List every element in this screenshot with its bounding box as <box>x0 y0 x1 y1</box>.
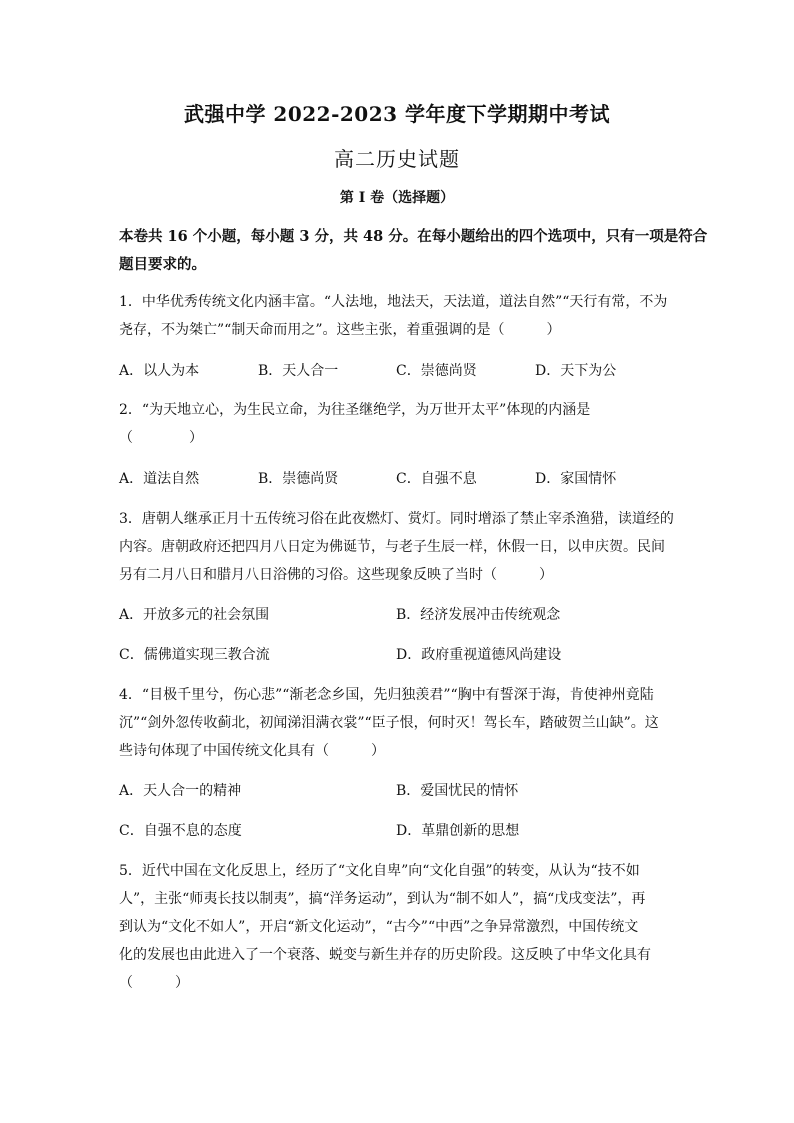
question-line: （ ） <box>119 975 189 991</box>
q4-option-c[interactable]: C．自强不息的态度 <box>119 823 242 839</box>
q4-option-b[interactable]: B．爱国忧民的情怀 <box>396 783 519 799</box>
exam-subtitle: 高二历史试题 <box>334 147 460 171</box>
q3-option-b[interactable]: B．经济发展冲击传统观念 <box>396 607 561 623</box>
section-heading: 第 I 卷（选择题） <box>339 190 455 206</box>
q2-option-b[interactable]: B．崇德尚贤 <box>258 471 339 487</box>
question-1-stem <box>119 288 679 344</box>
question-line: （ ） <box>119 430 203 446</box>
question-3-stem <box>119 505 679 589</box>
q2-option-d[interactable]: D．家国情怀 <box>535 471 617 487</box>
q1-option-a[interactable]: A．以人为本 <box>119 363 200 379</box>
question-4-stem <box>119 681 679 765</box>
question-line: 些诗句体现了中国传统文化具有（ ） <box>119 743 385 759</box>
q3-option-a[interactable]: A．开放多元的社会氛围 <box>119 607 270 623</box>
q3-option-d[interactable]: D．政府重视道德风尚建设 <box>396 647 562 663</box>
question-line: 沉”“剑外忽传收蓟北，初闻涕泪满衣裳”“臣子恨，何时灭！驾长车，踏破贺兰山缺”。这 <box>119 715 659 731</box>
q3-option-c[interactable]: C．儒佛道实现三教合流 <box>119 647 270 663</box>
exam-title: 武强中学 2022-2023 学年度下学期期中考试 <box>183 102 611 126</box>
q4-option-a[interactable]: A．天人合一的精神 <box>119 783 242 799</box>
question-line: 内容。唐朝政府还把四月八日定为佛诞节，与老子生辰一样，休假一日，以申庆贺。民间 <box>119 539 665 555</box>
instructions-line: 题目要求的。 <box>119 256 206 273</box>
question-line: 1．中华优秀传统文化内涵丰富。“人法地，地法天，天法道，道法自然”“天行有常，不为 <box>119 294 668 310</box>
q1-option-d[interactable]: D．天下为公 <box>535 363 617 379</box>
instructions-line: 本卷共 16 个小题，每小题 3 分，共 48 分。在每小题给出的四个选项中，只有一项是符合 <box>119 228 708 245</box>
question-line: 人”，主张“师夷长技以制夷”，搞“洋务运动”，到认为“制不如人”，搞“戊戌变法”，再 <box>119 891 646 907</box>
question-2-stem <box>119 396 679 452</box>
question-line: 5．近代中国在文化反思上，经历了“文化自卑”向“文化自强”的转变，从认为“技不如 <box>119 863 640 879</box>
q2-option-c[interactable]: C．自强不息 <box>396 471 477 487</box>
question-line: 尧存，不为桀亡”“制天命而用之”。这些主张，着重强调的是（ ） <box>119 322 561 338</box>
question-line: 到认为“文化不如人”，开启“新文化运动”，“古今”“中西”之争异常激烈，中国传统文 <box>119 919 639 935</box>
instructions <box>119 223 708 279</box>
question-line: 2．“为天地立心，为生民立命，为往圣继绝学，为万世开太平”体现的内涵是 <box>119 402 591 418</box>
question-line: 化的发展也由此进入了一个衰落、蜕变与新生并存的历史阶段。这反映了中华文化具有 <box>119 947 651 963</box>
question-line: 3．唐朝人继承正月十五传统习俗在此夜燃灯、赏灯。同时增添了禁止宰杀渔猎，读道经的 <box>119 511 674 527</box>
q1-option-c[interactable]: C．崇德尚贤 <box>396 363 477 379</box>
question-line: 4．“目极千里兮，伤心悲”“渐老念乡国，先归独羡君”“胸中有誓深于海，肯使神州竟陆 <box>119 687 654 703</box>
question-line: 另有二月八日和腊月八日浴佛的习俗。这些现象反映了当时（ ） <box>119 567 553 583</box>
q4-option-d[interactable]: D．革鼎创新的思想 <box>396 823 520 839</box>
question-5-stem <box>119 857 679 997</box>
q1-option-b[interactable]: B．天人合一 <box>258 363 339 379</box>
q2-option-a[interactable]: A．道法自然 <box>119 471 200 487</box>
